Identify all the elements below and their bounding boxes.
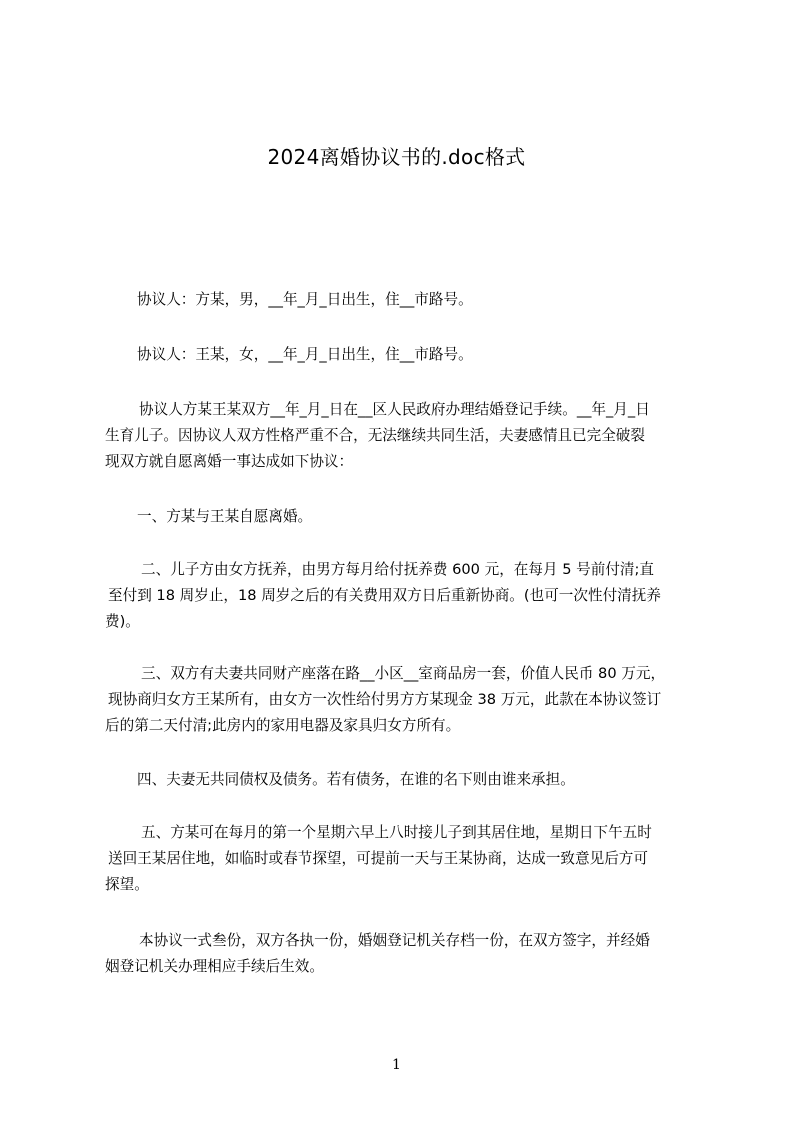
paragraph-clause-1 [105,504,700,530]
paragraph-line: 协议人方某王某双方__年_月_日在__区人民政府办理结婚登记手续。__年_月_日 [139,401,650,418]
paragraph-line: 五、方某可在每月的第一个星期六早上八时接儿子到其居住地，星期日下午五时 [141,824,652,841]
paragraph-line: 协议人：王某，女，__年_月_日出生，住__市路号。 [137,346,473,363]
paragraph-line: 后的第二天付清;此房内的家用电器及家具归女方所有。 [105,717,461,734]
paragraph-line: 现双方就自愿离婚一事达成如下协议： [105,453,354,470]
paragraph-line: 探望。 [105,876,149,893]
paragraph-line: 姻登记机关办理相应手续后生效。 [105,958,324,975]
paragraph-line: 二、儿子方由女方抚养，由男方每月给付抚养费 600 元，在每月 5 号前付清;直 [141,561,655,578]
paragraph-party-b [105,342,700,368]
paragraph-closing [105,928,700,980]
paragraph-clause-5 [105,820,700,898]
paragraph-preamble [105,397,700,475]
paragraph-clause-2 [105,557,700,635]
paragraph-line: 现协商归女方王某所有，由女方一次性给付男方方某现金 38 万元，此款在本协议签订 [108,691,662,708]
paragraph-line: 四、夫妻无共同债权及债务。若有债务，在谁的名下则由谁来承担。 [137,771,575,788]
paragraph-clause-3 [105,661,700,739]
page-number: 1 [392,1057,401,1073]
paragraph-line: 一、方某与王某自愿离婚。 [137,508,313,525]
paragraph-line: 本协议一式叁份，双方各执一份，婚姻登记机关存档一份，在双方签字，并经婚 [139,932,650,949]
paragraph-line: 三、双方有夫妻共同财产座落在路__小区__室商品房一套，价值人民币 80 万元， [141,665,666,682]
paragraph-party-a [105,287,700,313]
paragraph-clause-4 [105,767,700,793]
paragraph-line: 生育儿子。因协议人双方性格严重不合，无法继续共同生活，夫妻感情且已完全破裂 [105,427,645,444]
paragraph-line: 协议人：方某，男，__年_月_日出生，住__市路号。 [137,291,473,308]
paragraph-line: 至付到 18 周岁止，18 周岁之后的有关费用双方日后重新协商。(也可一次性付清抚养 [108,587,661,604]
paragraph-line: 送回王某居住地，如临时或春节探望，可提前一天与王某协商，达成一致意见后方可 [108,850,648,867]
paragraph-line: 费)。 [105,613,140,630]
document-title: 2024离婚协议书的.doc格式 [267,145,526,169]
